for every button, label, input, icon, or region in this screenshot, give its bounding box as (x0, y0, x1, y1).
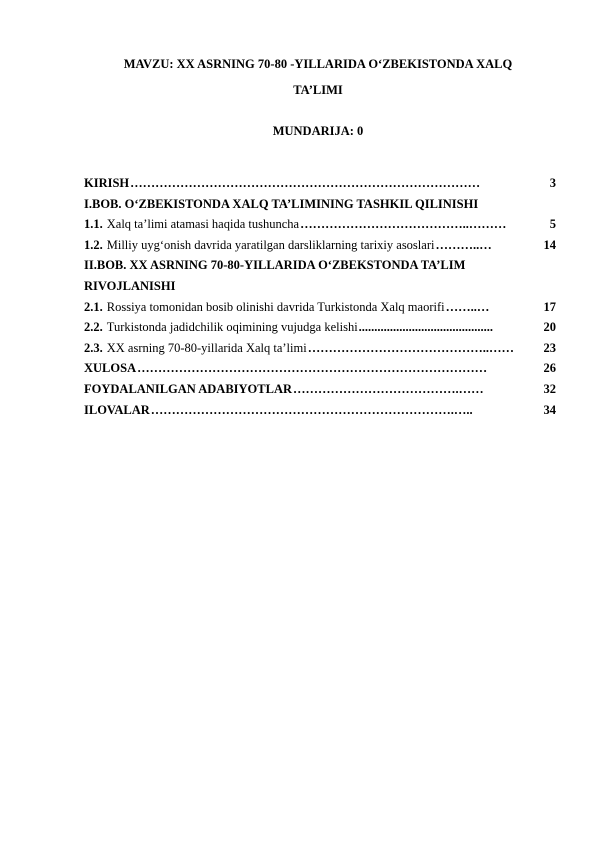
toc-entry-1-1 (84, 214, 556, 235)
toc-page-number: 23 (543, 340, 556, 355)
toc-entry-ilovalar (84, 400, 556, 421)
toc-page-number: 34 (543, 402, 556, 417)
toc-leader-dots: ……………………………………..…… (307, 340, 514, 355)
toc-chapter-1: I.BOB. O‘ZBEKISTONDA XALQ TA’LIMINING TASHKIL QILINISHI (84, 196, 479, 211)
toc-entry-label: Rossiya tomonidan bosib olinishi davrida Turkistonda Xalq maorifi (106, 299, 445, 314)
toc-entry-kirish (84, 173, 556, 194)
toc-entry-1-2 (84, 235, 556, 256)
toc-entry-label: FOYDALANILGAN ADABIYOTLAR (84, 381, 293, 396)
toc-page-number: 20 (543, 320, 556, 335)
toc-page-number: 5 (549, 217, 556, 232)
toc-entry-label: KIRISH (84, 176, 130, 190)
toc-entry-foydalanilgan-adabiyotlar (84, 379, 556, 400)
toc-section-number: 1.2. (84, 237, 103, 252)
toc-section-number: 2.1. (84, 299, 103, 314)
toc-entry-2-3 (84, 338, 556, 359)
toc-leader-dots: ………..… (435, 237, 492, 252)
toc-section-number: 2.3. (84, 340, 103, 355)
toc-leader-dots: …………………………………..……… (300, 217, 507, 232)
toc-entry-2-1 (84, 297, 556, 318)
table-of-contents (84, 173, 556, 420)
toc-page-number: 17 (543, 299, 556, 314)
toc-entry-label: XULOSA (84, 361, 137, 376)
toc-chapter-2-line1: II.BOB. XX ASRNING 70-80-YILLARIDA O‘ZBEKSTONDA TA’LIM (84, 258, 466, 273)
toc-entry-label: XX asrning 70-80-yillarida Xalq ta’limi (106, 340, 307, 355)
toc-page-number: 3 (549, 176, 556, 190)
toc-leader-dots: ........................................... (358, 320, 494, 335)
toc-entry-2-2 (84, 317, 556, 338)
toc-entry-label: Xalq ta’limi atamasi haqida tushuncha (106, 217, 300, 232)
toc-leader-dots: ………………………………………………………………………… (137, 361, 488, 376)
toc-section-number: 2.2. (84, 320, 103, 335)
toc-entry-label: Milliy uyg‘onish davrida yaratilgan darsliklarning tarixiy asoslari (106, 237, 435, 252)
toc-heading: MUNDARIJA: 0 (272, 124, 364, 138)
toc-leader-dots: ……………………………………………………………….….. (150, 402, 473, 417)
toc-page-number: 26 (543, 361, 556, 376)
toc-section-number: 1.1. (84, 217, 103, 232)
toc-page-number: 14 (543, 237, 556, 252)
toc-entry-label: ILOVALAR (84, 402, 150, 417)
document-title-line2: TA’LIMI (293, 83, 343, 97)
toc-page-number: 32 (543, 381, 556, 396)
toc-entry-xulosa (84, 358, 556, 379)
toc-entry-label: Turkistonda jadidchilik oqimining vujudga kelishi (106, 320, 358, 335)
toc-leader-dots: ……..… (445, 299, 490, 314)
toc-leader-dots: ………………………………….…… (293, 381, 484, 396)
toc-chapter-2-line2: RIVOJLANISHI (84, 278, 176, 293)
document-title-line1: MAVZU: XX ASRNING 70-80 -YILLARIDA O‘ZBEKISTONDA XALQ (123, 57, 513, 71)
toc-leader-dots: ………………………………………………………………………… (130, 176, 481, 190)
